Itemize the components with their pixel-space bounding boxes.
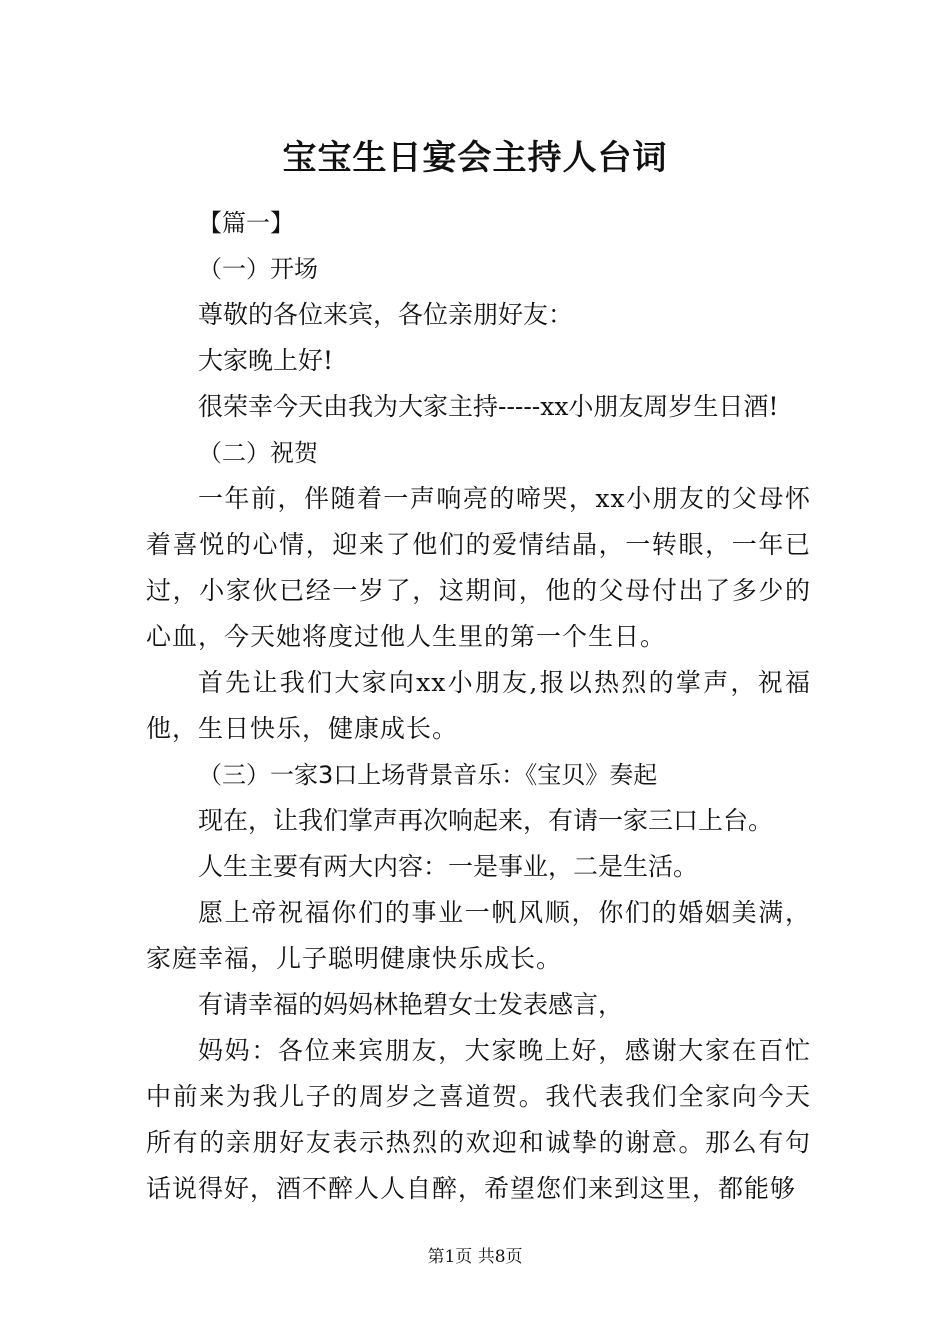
document-body <box>146 200 811 1212</box>
paragraph-life-content: 人生主要有两大内容：一是事业，二是生活。 <box>198 852 699 881</box>
heading-opening: （一）开场 <box>198 255 318 283</box>
section-label: 【篇一】 <box>198 209 294 237</box>
paragraph-applause: 首先让我们大家向xx小朋友,报以热烈的掌声，祝福他，生日快乐，健康成长。 <box>146 668 811 743</box>
page-title: 宝宝生日宴会主持人台词 <box>282 138 668 178</box>
heading-family-entrance: （三）一家3口上场背景音乐：《宝贝》奏起 <box>198 761 658 789</box>
paragraph-invite-family: 现在，让我们掌声再次响起来，有请一家三口上台。 <box>198 806 774 835</box>
paragraph-greeting: 尊敬的各位来宾，各位亲朋好友： <box>198 300 574 329</box>
heading-congratulation: （二）祝贺 <box>198 439 318 467</box>
paragraph-invite-mother: 有请幸福的妈妈林艳碧女士发表感言， <box>198 990 624 1019</box>
paragraph-host-intro: 很荣幸今天由我为大家主持-----xx小朋友周岁生日酒! <box>198 392 779 421</box>
paragraph-blessing: 愿上帝祝福你们的事业一帆风顺，你们的婚姻美满，家庭幸福，儿子聪明健康快乐成长。 <box>146 898 811 973</box>
paragraph-mother-speech: 妈妈：各位来宾朋友，大家晚上好，感谢大家在百忙中前来为我儿子的周岁之喜道贺。我代表我们全家向今天所有的亲朋好友表示热烈的欢迎和诚挚的谢意。那么有句话说得好，酒不醉人人自醉，希望您们来到这里，都能够 <box>146 1036 811 1203</box>
page-footer: 第1页 共8页 <box>427 1247 523 1267</box>
paragraph-one-year-ago: 一年前，伴随着一声响亮的啼哭，xx小朋友的父母怀着喜悦的心情，迎来了他们的爱情结晶，一转眼，一年已过，小家伙已经一岁了，这期间，他的父母付出了多少的心血，今天她将度过他人生里的第一个生日。 <box>146 484 811 651</box>
paragraph-good-evening: 大家晚上好! <box>198 346 334 375</box>
